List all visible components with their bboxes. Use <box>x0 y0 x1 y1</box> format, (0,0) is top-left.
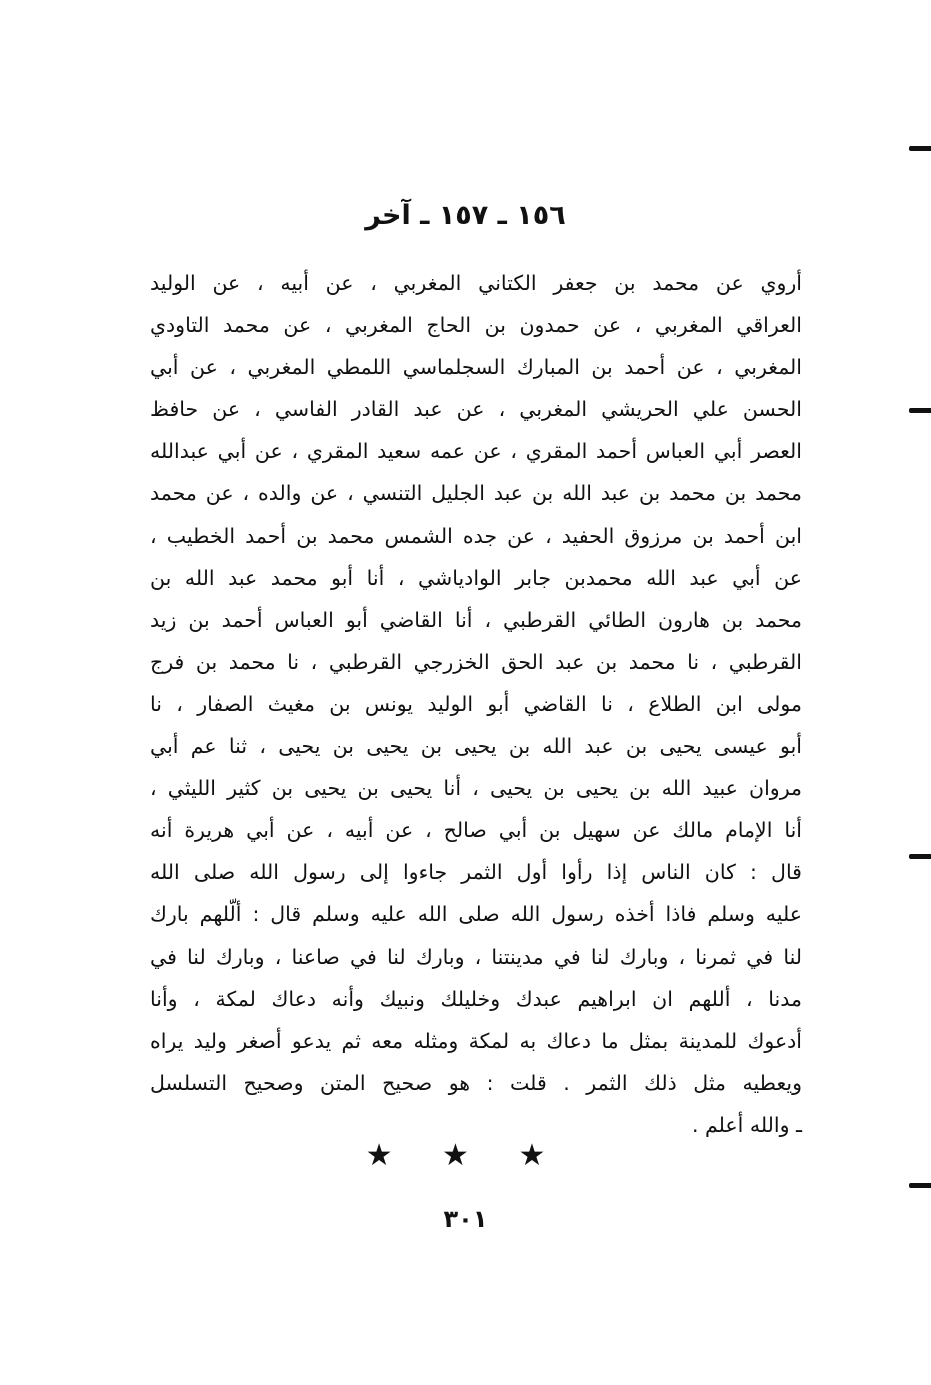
margin-mark <box>909 1183 931 1188</box>
text-line: العصر أبي العباس أحمد المقري ، عن عمه سعيد المقري ، عن أبي عبدالله <box>150 439 802 464</box>
text-line: محمد بن هارون الطائي القرطبي ، أنا القاضي أبو العباس أحمد بن زيد <box>150 607 802 632</box>
text-line: عن أبي عبد الله محمدبن جابر الوادياشي ، أنا أبو محمد عبد الله بن <box>150 565 802 590</box>
text-line-last: ـ والله أعلم . <box>691 1112 802 1137</box>
text-line: الحسن علي الحريشي المغربي ، عن عبد القادر الفاسي ، عن حافظ <box>150 397 802 422</box>
text-line: العراقي المغربي ، عن حمدون بن الحاج المغربي ، عن محمد التاودي <box>150 313 802 338</box>
text-line: مروان عبيد الله بن يحيى بن يحيى ، أنا يحيى بن يحيى بن كثير الليثي ، <box>150 776 802 801</box>
text-line: أدعوك للمدينة بمثل ما دعاك به لمكة ومثله معه ثم يدعو أصغر وليد يراه <box>150 1028 802 1053</box>
text-line: المغربي ، عن أحمد بن المبارك السجلماسي اللمطي المغربي ، عن أبي <box>150 355 802 380</box>
body-text <box>150 262 802 1146</box>
margin-mark <box>909 408 931 413</box>
margin-mark <box>909 146 931 151</box>
text-line: ويعطيه مثل ذلك الثمر . قلت : هو صحيح المتن وصحيح التسلسل <box>150 1070 802 1095</box>
text-line: قال : كان الناس إذا رأوا أول الثمر جاءوا إلى رسول الله صلى الله <box>150 860 802 885</box>
margin-mark <box>909 854 931 859</box>
text-line: محمد بن محمد بن عبد الله بن عبد الجليل التنسي ، عن والده ، عن محمد <box>150 481 802 506</box>
section-heading: ١٥٦ ـ ١٥٧ ـ آخر <box>365 200 566 231</box>
text-line: أبو عيسى يحيى بن عبد الله بن يحيى بن يحيى بن يحيى ، ثنا عم أبي <box>150 734 802 759</box>
star-separator: ★ ★ ★ <box>365 1138 566 1173</box>
text-line: أروي عن محمد بن جعفر الكتاني المغربي ، عن أبيه ، عن الوليد <box>150 271 802 295</box>
text-line: لنا في ثمرنا ، وبارك لنا في مدينتنا ، وبارك لنا في صاعنا ، وبارك لنا في <box>150 944 802 969</box>
text-line: القرطبي ، نا محمد بن عبد الحق الخزرجي القرطبي ، نا محمد بن فرج <box>150 649 802 674</box>
page-number: ٣٠١ <box>443 1205 488 1233</box>
text-line: مدنا ، أللهم ان ابراهيم عبدك وخليلك ونبيك وأنه دعاك لمكة ، وأنا <box>150 986 802 1011</box>
text-line: ابن أحمد بن مرزوق الحفيد ، عن جده الشمس محمد بن أحمد الخطيب ، <box>150 523 802 548</box>
text-line: أنا الإمام مالك عن سهيل بن أبي صالح ، عن أبيه ، عن أبي هريرة أنه <box>150 818 802 843</box>
text-line: عليه وسلم فاذا أخذه رسول الله صلى الله عليه وسلم قال : ألّلهم بارك <box>150 902 802 927</box>
text-line: مولى ابن الطلاع ، نا القاضي أبو الوليد يونس بن مغيث الصفار ، نا <box>150 691 802 716</box>
